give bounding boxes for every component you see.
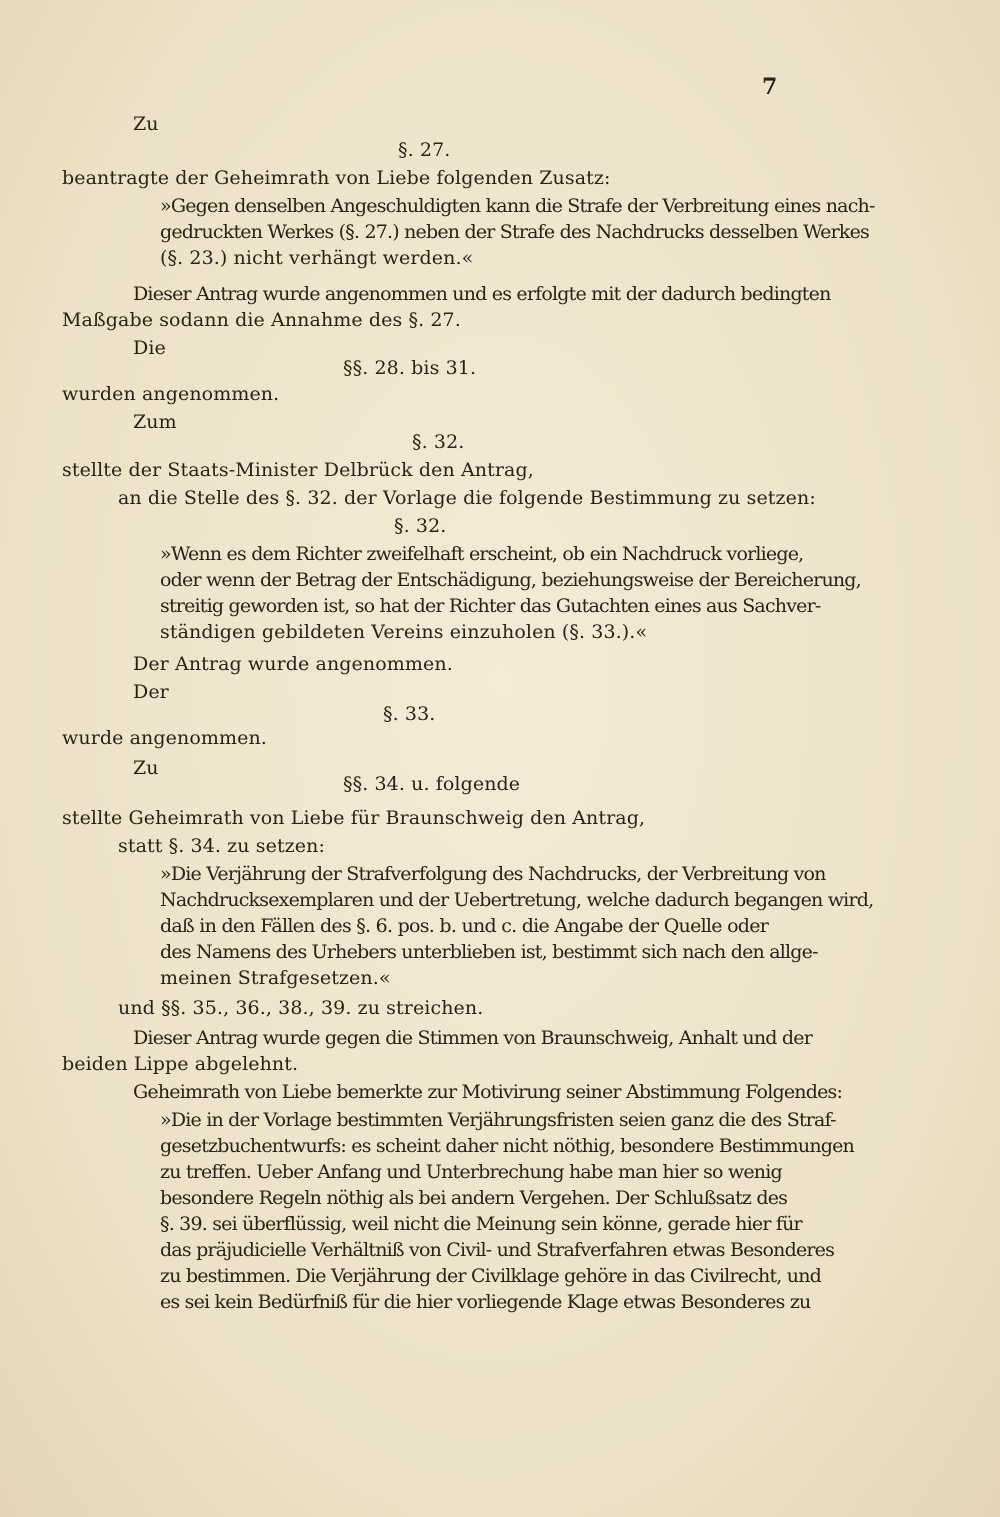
text-line: Zum: [133, 411, 177, 433]
text-line: §§. 28. bis 31.: [343, 357, 477, 379]
text-line: »Wenn es dem Richter zweifelhaft erscheint, ob ein Nachdruck vorliege,: [160, 543, 804, 565]
text-line: Die: [133, 337, 166, 359]
text-line: des Namens des Urhebers unterblieben ist, bestimmt sich nach den allge-: [160, 941, 818, 963]
text-line: oder wenn der Betrag der Entschädigung, beziehungsweise der Bereicherung,: [160, 569, 861, 591]
text-line: »Die Verjährung der Strafverfolgung des Nachdrucks, der Verbreitung von: [160, 863, 826, 885]
text-line: das präjudicielle Verhältniß von Civil- und Strafverfahren etwas Besonderes: [160, 1239, 835, 1261]
text-line: statt §. 34. zu setzen:: [118, 835, 325, 857]
text-line: §. 32.: [394, 515, 447, 537]
text-line: (§. 23.) nicht verhängt werden.«: [160, 247, 474, 269]
text-line: Der Antrag wurde angenommen.: [133, 653, 453, 675]
text-line: §. 32.: [412, 431, 465, 453]
text-line: gesetzbuchentwurfs: es scheint daher nicht nöthig, besondere Bestimmungen: [160, 1135, 854, 1157]
text-line: stellte Geheimrath von Liebe für Braunschweig den Antrag,: [62, 807, 646, 829]
text-line: es sei kein Bedürfniß für die hier vorliegende Klage etwas Besonderes zu: [160, 1291, 811, 1313]
text-line: Dieser Antrag wurde gegen die Stimmen von Braunschweig, Anhalt und der: [133, 1027, 812, 1049]
text-line: besondere Regeln nöthig als bei andern Vergehen. Der Schlußsatz des: [160, 1187, 788, 1209]
text-line: Geheimrath von Liebe bemerkte zur Motivirung seiner Abstimmung Folgendes:: [133, 1081, 843, 1103]
text-line: Maßgabe sodann die Annahme des §. 27.: [62, 309, 461, 331]
text-line: Der: [133, 681, 169, 703]
page-number: 7: [762, 74, 778, 100]
text-line: »Die in der Vorlage bestimmten Verjährungsfristen seien ganz die des Straf-: [160, 1109, 836, 1131]
text-line: §. 27.: [398, 139, 451, 161]
text-line: und §§. 35., 36., 38., 39. zu streichen.: [118, 997, 484, 1019]
text-line: beiden Lippe abgelehnt.: [62, 1053, 299, 1075]
text-line: §§. 34. u. folgende: [343, 773, 521, 795]
text-line: wurde angenommen.: [62, 727, 267, 749]
text-line: meinen Strafgesetzen.«: [160, 967, 391, 989]
text-line: »Gegen denselben Angeschuldigten kann die Strafe der Verbreitung eines nach-: [160, 195, 875, 217]
text-line: Zu: [133, 113, 159, 135]
text-line: beantragte der Geheimrath von Liebe folgenden Zusatz:: [62, 167, 611, 189]
text-line: zu treffen. Ueber Anfang und Unterbrechung habe man hier so wenig: [160, 1161, 782, 1183]
text-line: Nachdrucksexemplaren und der Uebertretung, welche dadurch begangen wird,: [160, 889, 874, 911]
text-line: §. 33.: [383, 703, 436, 725]
text-line: zu bestimmen. Die Verjährung der Civilklage gehöre in das Civilrecht, und: [160, 1265, 821, 1287]
text-line: §. 39. sei überflüssig, weil nicht die Meinung sein könne, gerade hier für: [160, 1213, 802, 1235]
text-line: wurden angenommen.: [62, 383, 280, 405]
text-line: streitig geworden ist, so hat der Richter das Gutachten eines aus Sachver-: [160, 595, 821, 617]
text-line: ständigen gebildeten Vereins einzuholen (§. 33.).«: [160, 621, 648, 643]
text-line: Dieser Antrag wurde angenommen und es erfolgte mit der dadurch bedingten: [133, 283, 831, 305]
text-line: gedruckten Werkes (§. 27.) neben der Strafe des Nachdrucks desselben Werkes: [160, 221, 869, 243]
text-line: Zu: [133, 757, 159, 779]
text-line: an die Stelle des §. 32. der Vorlage die folgende Bestimmung zu setzen:: [118, 487, 816, 509]
text-line: daß in den Fällen des §. 6. pos. b. und c. die Angabe der Quelle oder: [160, 915, 769, 937]
text-line: stellte der Staats-Minister Delbrück den Antrag,: [62, 459, 534, 481]
